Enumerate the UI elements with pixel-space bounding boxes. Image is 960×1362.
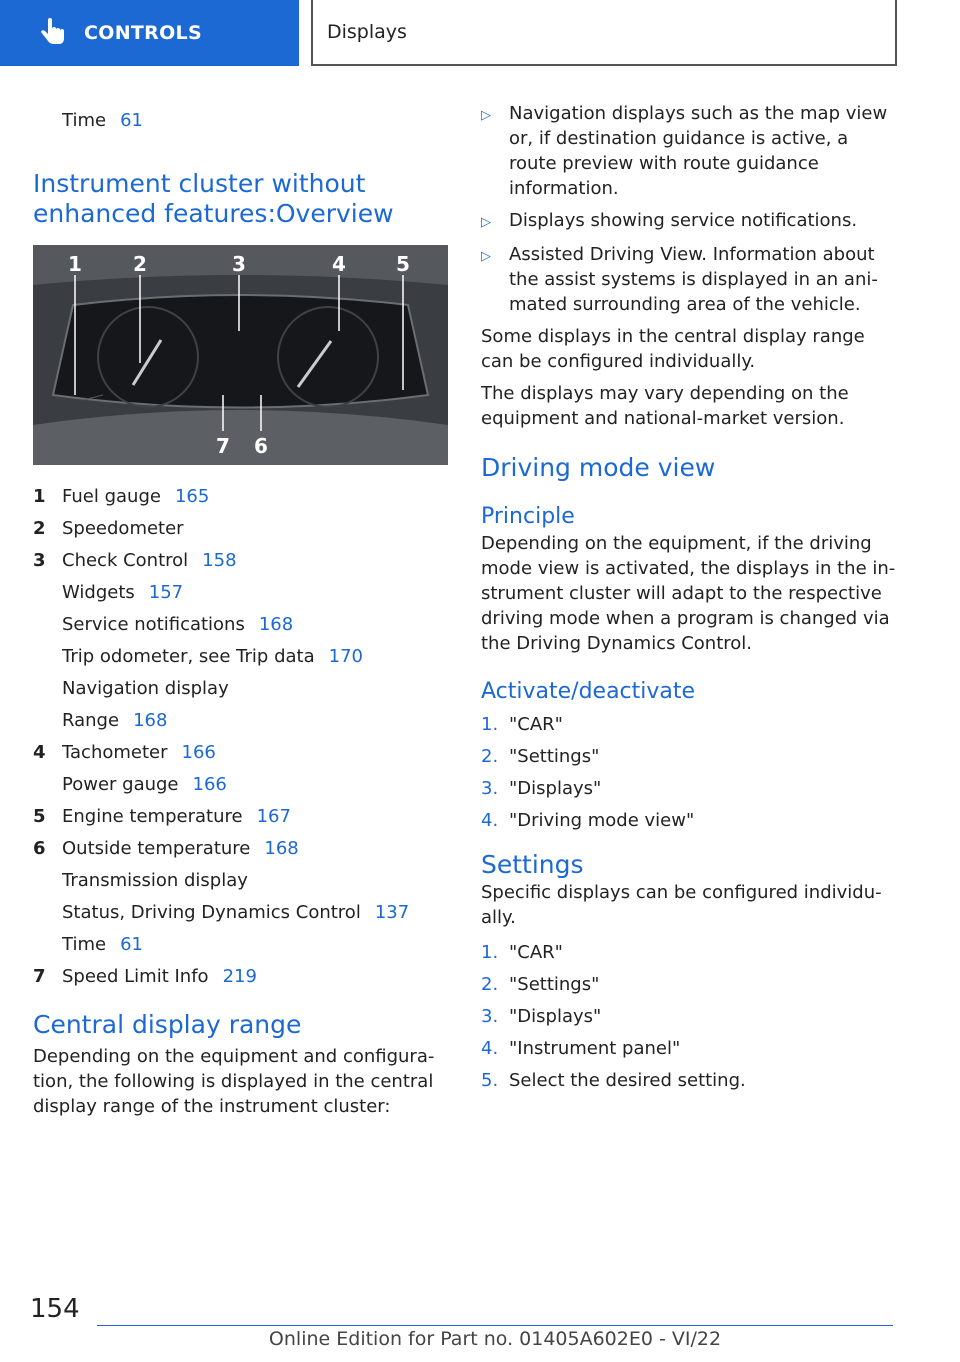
step-item — [481, 804, 896, 836]
figure-callout: 5 — [396, 252, 410, 276]
step-item — [481, 968, 896, 1000]
step-number: 4. — [481, 809, 499, 831]
instrument-cluster-figure — [33, 245, 448, 465]
legend-label: Speedometer — [62, 517, 184, 539]
legend-number: 6 — [33, 837, 46, 859]
figure-callout: 7 — [216, 434, 230, 458]
time-line — [33, 108, 448, 133]
step-text: "CAR" — [509, 941, 563, 963]
legend-text — [62, 644, 448, 669]
page-ref[interactable]: 166 — [192, 773, 227, 795]
bullet-text: Displays showing service notifications. — [509, 210, 858, 231]
legend-item — [33, 576, 448, 608]
section-tab — [0, 0, 299, 66]
legend-label: Time — [62, 933, 107, 955]
heading-activate: Activate/deactivate — [481, 679, 696, 704]
page-ref[interactable]: 168 — [133, 709, 168, 731]
page-ref[interactable]: 219 — [222, 965, 257, 987]
legend-item — [33, 544, 448, 576]
step-number: 4. — [481, 1037, 499, 1059]
header-title-box — [311, 0, 897, 66]
legend-item — [33, 608, 448, 640]
left-column — [33, 108, 448, 1119]
legend-label: Engine temperature — [62, 805, 243, 827]
bullet-item — [481, 242, 896, 317]
step-item — [481, 740, 896, 772]
step-text: "CAR" — [509, 713, 563, 735]
legend-item — [33, 800, 448, 832]
step-item — [481, 772, 896, 804]
legend-number: 2 — [33, 517, 46, 539]
triangle-bullet-icon: ▷ — [481, 215, 491, 230]
triangle-bullet-icon: ▷ — [481, 249, 491, 264]
legend-item — [33, 832, 448, 864]
step-text: "Instrument panel" — [509, 1037, 681, 1059]
legend-item — [33, 640, 448, 672]
step-number: 2. — [481, 973, 499, 995]
legend-label: Range — [62, 709, 120, 731]
legend-number: 7 — [33, 965, 46, 987]
page-number: 154 — [30, 1294, 80, 1324]
step-number: 3. — [481, 1005, 499, 1027]
legend-item — [33, 704, 448, 736]
step-text: "Settings" — [509, 745, 600, 767]
heading-settings: Settings — [481, 850, 584, 879]
step-number: 1. — [481, 713, 499, 735]
step-item — [481, 1000, 896, 1032]
step-number: 5. — [481, 1069, 499, 1091]
legend-text — [62, 740, 448, 765]
legend-label: Tachometer — [62, 741, 168, 763]
bullet-item — [481, 208, 896, 235]
legend-text — [62, 868, 448, 893]
heading-central-display: Central display range — [33, 1010, 302, 1039]
legend-text — [62, 836, 448, 861]
footer-edition: Online Edition for Part no. 01405A602E0 - VI/22 — [268, 1328, 722, 1350]
step-text: "Driving mode view" — [509, 809, 695, 831]
legend-text — [62, 612, 448, 637]
activate-steps — [481, 708, 896, 836]
legend-text — [62, 676, 448, 701]
triangle-bullet-icon: ▷ — [481, 108, 491, 123]
step-item — [481, 708, 896, 740]
legend-text — [62, 580, 448, 605]
step-item — [481, 1064, 896, 1096]
bullet-item — [481, 101, 896, 201]
legend-label: Power gauge — [62, 773, 179, 795]
page-ref[interactable]: 61 — [120, 933, 143, 955]
bullet-text: Assisted Driving View. Information about the assist systems is displayed in an ani‐mated surrounding area of the vehicle. — [509, 244, 878, 315]
figure-callout: 4 — [332, 252, 346, 276]
heading-driving-mode: Driving mode view — [481, 453, 716, 482]
figure-callout: 2 — [133, 252, 147, 276]
right-column — [481, 101, 896, 1096]
legend-text — [62, 484, 448, 509]
bullet-text: Navigation displays such as the map view or, if destination guidance is active, a route preview with route guidance information. — [509, 103, 888, 199]
paragraph: Some displays in the central display range can be configured individually. — [481, 326, 865, 372]
step-item — [481, 936, 896, 968]
legend-label: Outside temperature — [62, 837, 251, 859]
pointing-hand-icon — [38, 18, 68, 48]
step-number: 3. — [481, 777, 499, 799]
principle-paragraph: Depending on the equipment, if the driving mode view is activated, the displays in the in‐strument cluster will adapt to the respective driving mode when a program is changed via the Driving Dynamics Control. — [481, 533, 896, 654]
legend-text — [62, 804, 448, 829]
step-number: 1. — [481, 941, 499, 963]
legend-number: 5 — [33, 805, 46, 827]
legend-item — [33, 480, 448, 512]
legend-number: 4 — [33, 741, 46, 763]
legend-list — [33, 480, 448, 992]
page-ref[interactable]: 170 — [328, 645, 363, 667]
page-ref[interactable]: 165 — [174, 485, 210, 507]
legend-number: 3 — [33, 549, 46, 571]
figure-callout: 6 — [254, 434, 268, 458]
step-text: Select the desired setting. — [509, 1069, 746, 1091]
legend-text — [62, 708, 448, 733]
legend-text — [62, 900, 448, 925]
legend-text — [62, 932, 448, 957]
page-ref[interactable]: 158 — [202, 549, 237, 571]
legend-number: 1 — [33, 485, 46, 507]
legend-text — [62, 516, 448, 541]
legend-label: Service notifications — [62, 613, 245, 635]
legend-item — [33, 960, 448, 992]
step-text: "Displays" — [509, 1005, 602, 1027]
time-label: Time — [62, 110, 107, 131]
page-ref[interactable]: 61 — [120, 110, 143, 131]
settings-steps — [481, 936, 896, 1096]
legend-item — [33, 864, 448, 896]
step-text: "Settings" — [509, 973, 600, 995]
settings-paragraph: Specific displays can be configured individu‐ally. — [481, 882, 882, 928]
legend-text — [62, 964, 448, 989]
legend-text — [62, 548, 448, 573]
paragraph: The displays may vary depending on the equipment and national-market version. — [481, 383, 849, 429]
step-text: "Displays" — [509, 777, 602, 799]
figure-callout: 1 — [68, 252, 82, 276]
central-display-paragraph: Depending on the equipment and configura‐tion, the following is displayed in the central display range of the instrument cluster: — [33, 1046, 435, 1117]
heading-principle: Principle — [481, 504, 575, 529]
page-ref[interactable]: 166 — [181, 741, 216, 763]
legend-item — [33, 736, 448, 768]
step-number: 2. — [481, 745, 499, 767]
legend-label: Trip odometer, see Trip data — [62, 645, 315, 667]
page-ref[interactable]: 168 — [258, 613, 294, 635]
page-ref[interactable]: 157 — [148, 581, 184, 603]
page-ref[interactable]: 168 — [264, 837, 299, 859]
page-ref[interactable]: 167 — [256, 805, 291, 827]
page-ref[interactable]: 137 — [374, 901, 410, 923]
legend-text — [62, 772, 448, 797]
heading-instrument-cluster: Instrument cluster without enhanced features:Overview — [33, 169, 394, 228]
legend-item — [33, 896, 448, 928]
legend-label: Widgets — [62, 581, 135, 603]
legend-label: Status, Driving Dynamics Control — [62, 901, 361, 923]
legend-label: Speed Limit Info — [62, 965, 209, 987]
legend-label: Check Control — [62, 549, 189, 571]
legend-label: Navigation display — [62, 677, 229, 699]
legend-item — [33, 928, 448, 960]
legend-label: Transmission display — [62, 869, 248, 891]
legend-label: Fuel gauge — [62, 485, 161, 507]
page-title: Displays — [327, 21, 407, 43]
footer-divider — [97, 1325, 893, 1326]
legend-item — [33, 512, 448, 544]
legend-item — [33, 672, 448, 704]
figure-callout: 3 — [232, 252, 246, 276]
legend-item — [33, 768, 448, 800]
section-label: CONTROLS — [84, 22, 202, 44]
step-item — [481, 1032, 896, 1064]
bullet-list — [481, 101, 896, 317]
